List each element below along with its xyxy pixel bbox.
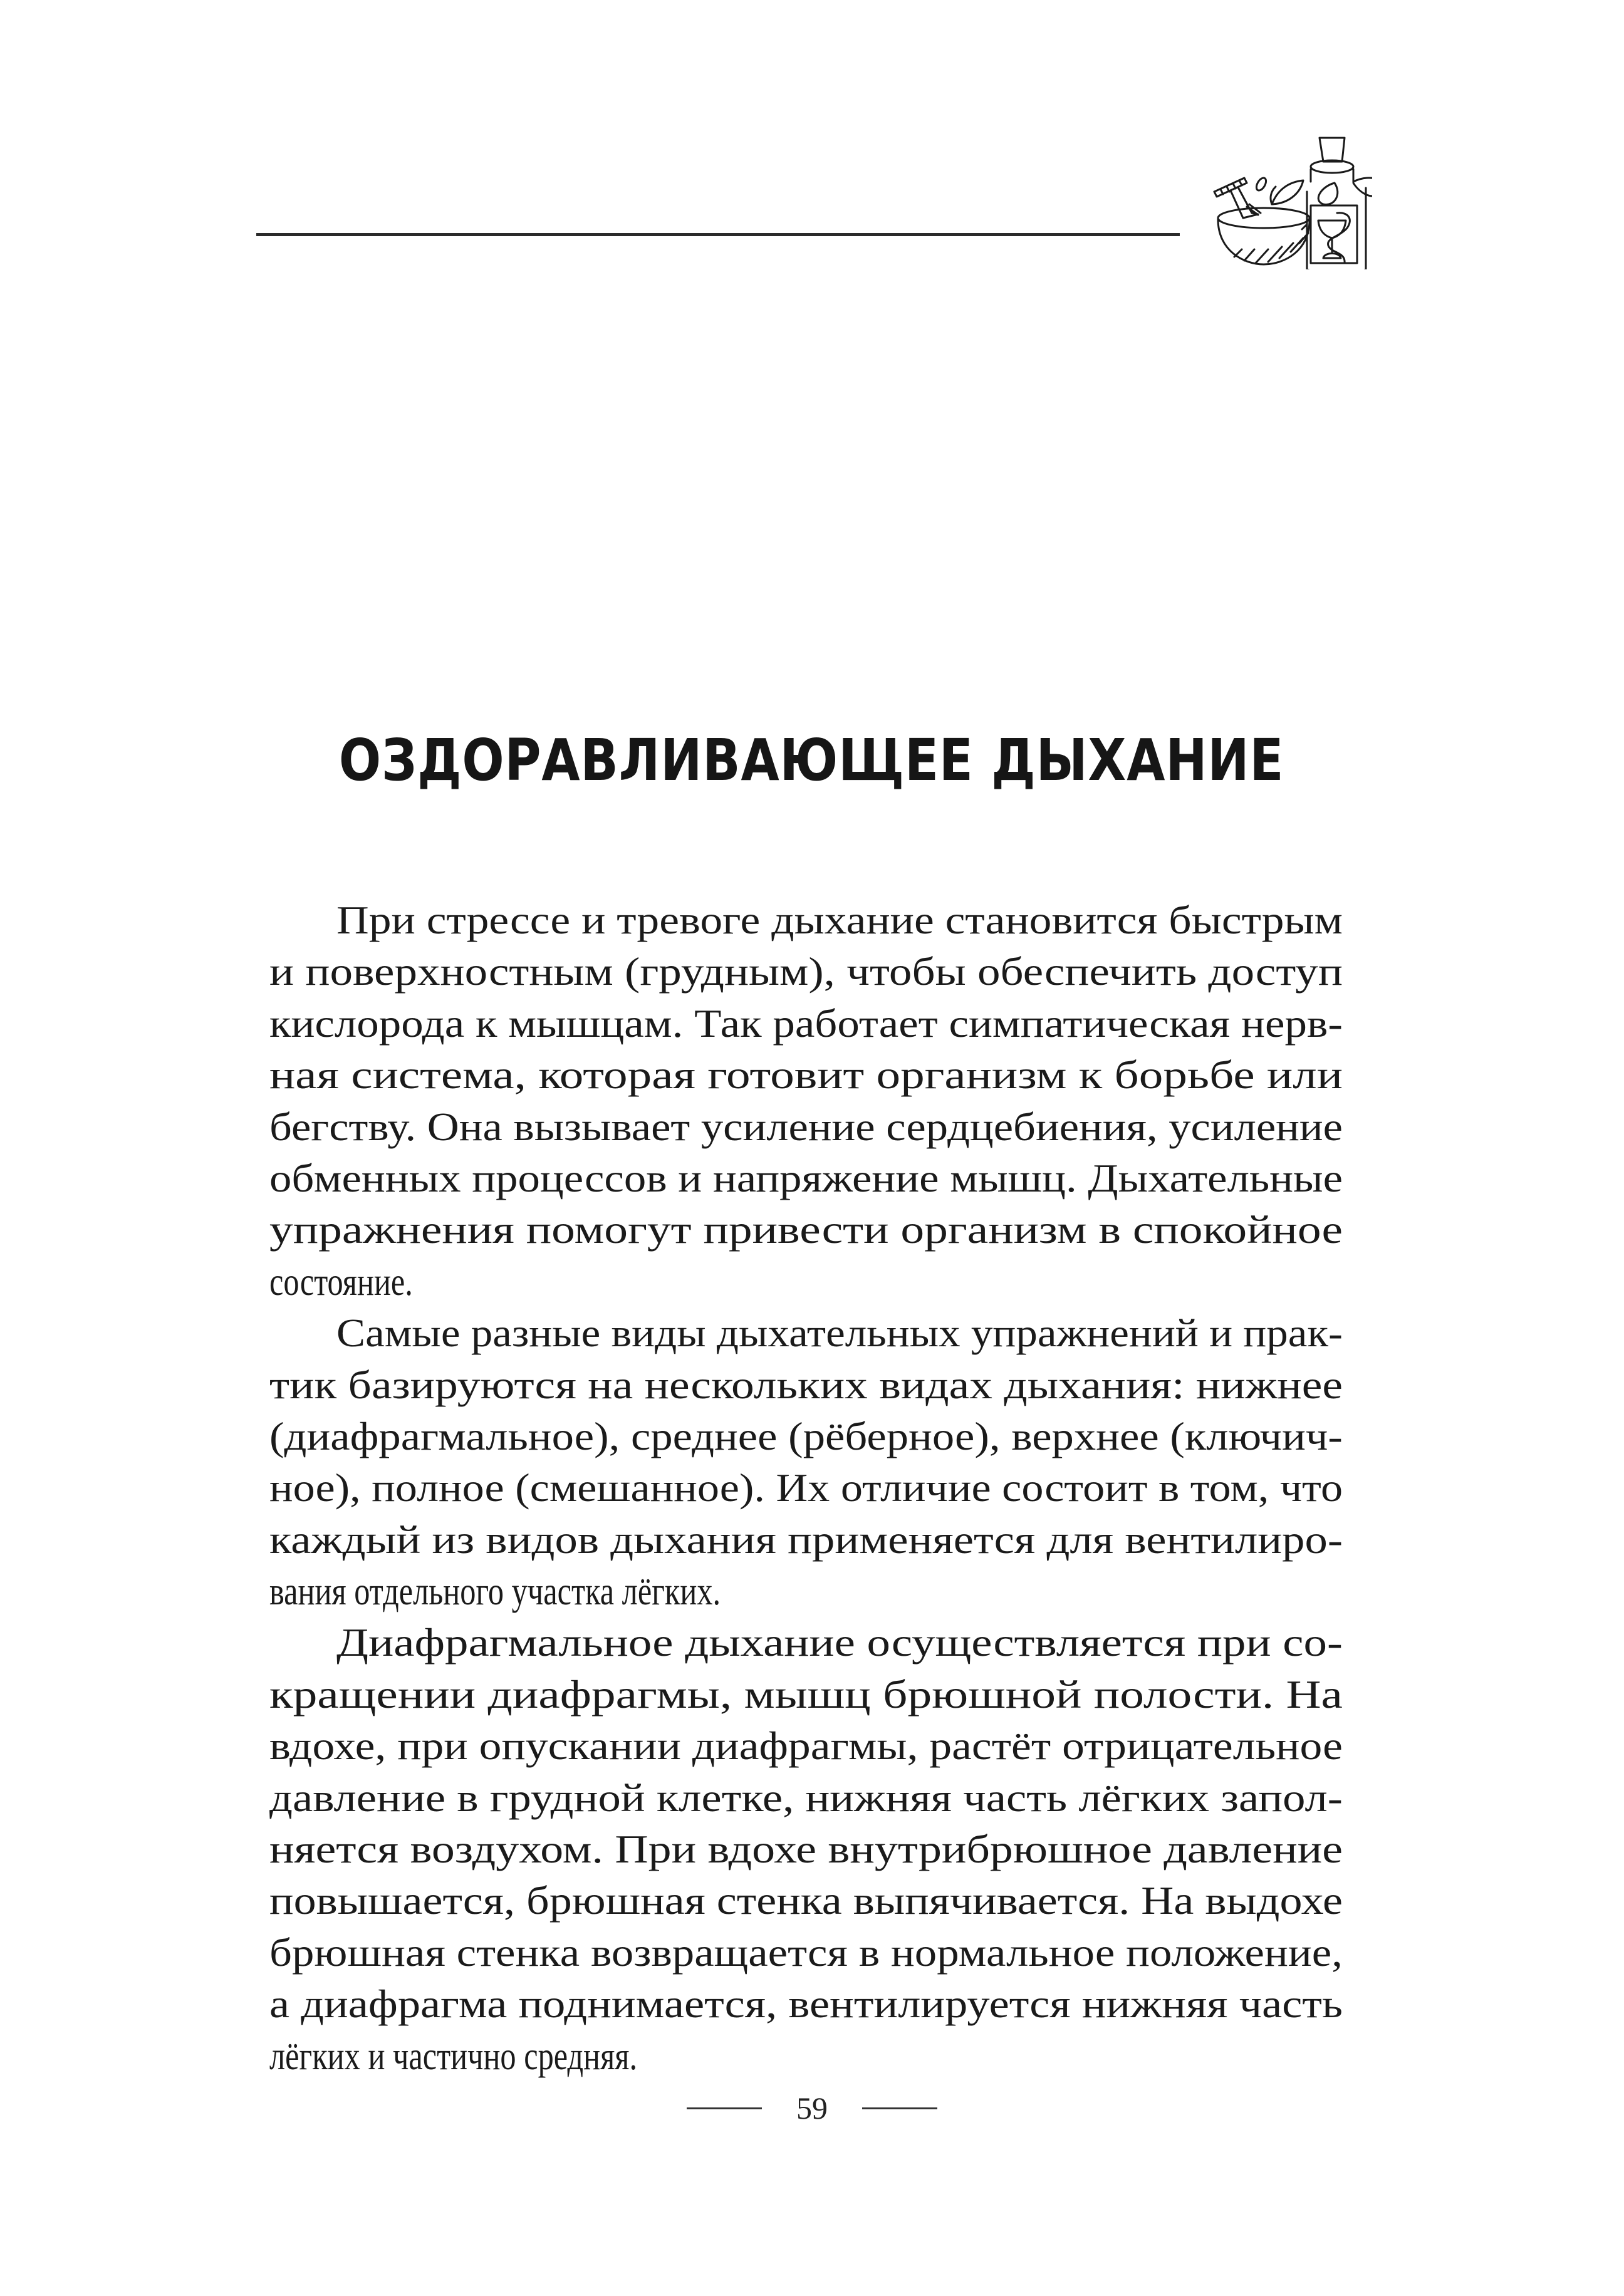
footer-dash-left [687,2107,762,2109]
text-line-content: Самые разные виды дыхательных упражнений и прак- [336,1311,1343,1356]
text-line-content: тик базируются на нескольких видах дыхания: нижнее [269,1363,1343,1407]
text-line [269,1411,1343,1462]
text-line-content: а диафрагма поднимается, вентилируется нижняя часть [269,1982,1343,2027]
text-line [269,1566,1343,1617]
text-line-content: состояние. [269,1259,413,1304]
chapter-title: ОЗДОРАВЛИВАЮЩЕЕ ДЫХАНИЕ [338,727,1284,794]
paragraph-1 [269,895,1343,1307]
text-line-content: лёгких и частично средняя. [269,2034,638,2078]
text-line-content: давление в грудной клетке, нижняя часть лёгких запол- [269,1775,1343,1820]
text-line-content: каждый из видов дыхания применяется для вентилиро- [269,1517,1343,1562]
text-line-content: вдохе, при опускании диафрагмы, растёт отрицательное [269,1724,1343,1769]
text-line [269,1049,1343,1101]
text-line-content: вания отдельного участка лёгких. [269,1569,721,1614]
text-line [269,1101,1343,1153]
text-line [269,1875,1343,1926]
text-line [269,1720,1343,1772]
header-rule [256,233,1180,236]
text-line [269,1617,1343,1668]
text-line [269,1669,1343,1720]
text-line [269,895,1343,946]
text-line-content: няется воздухом. При вдохе внутрибрюшное давление [269,1827,1343,1872]
text-line-content: бегству. Она вызывает усиление сердцебиения, усиление [269,1104,1343,1149]
text-line [269,1978,1343,2030]
text-line-content: обменных процессов и напряжение мышц. Дыхательные [269,1156,1343,1200]
text-line-content: При стрессе и тревоге дыхание становится быстрым [336,898,1343,942]
page-footer [0,2092,1624,2124]
text-line [269,946,1343,997]
text-line [269,1359,1343,1411]
text-line-content: ное), полное (смешанное). Их отличие состоит в том, что [269,1466,1343,1510]
paragraph-3 [269,1617,1343,2082]
text-line [269,1772,1343,1824]
paragraph-2 [269,1307,1343,1617]
text-line-content: (диафрагмальное), среднее (рёберное), верхнее (ключич- [269,1414,1343,1458]
text-line [269,1824,1343,1875]
pestle-icon [1214,178,1261,218]
text-line [269,1256,1343,1307]
text-line-content: кращении диафрагмы, мышц брюшной полости. На [269,1672,1343,1717]
pharmacy-bottle-icon [1307,138,1372,269]
text-line-content: брюшная стенка возвращается в нормальное положение, [269,1930,1343,1975]
text-line-content: и поверхностным (грудным), чтобы обеспечить доступ [269,950,1343,994]
text-line [269,1204,1343,1255]
mortar-pestle-and-pharmacy-bottle-icon [1184,113,1372,269]
text-line [269,1307,1343,1359]
footer-dash-right [862,2107,937,2109]
text-line-content: Диафрагмальное дыхание осуществляется при со- [336,1621,1343,1665]
text-line [269,1927,1343,1978]
mortar-bowl-icon [1218,208,1309,264]
text-line [269,1153,1343,1204]
text-line [269,2030,1343,2082]
text-line-content: кислорода к мышцам. Так работает симпатическая нерв- [269,1001,1343,1046]
text-line-content: упражнения помогут привести организм в спокойное [269,1208,1343,1252]
text-line [269,1462,1343,1514]
body-text [269,895,1343,2082]
text-line [269,998,1343,1049]
text-line-content: ная система, которая готовит организм к борьбе или [269,1053,1343,1098]
text-line [269,1514,1343,1566]
text-line-content: повышается, брюшная стенка выпячивается. На выдохе [269,1879,1343,1923]
page-number: 59 [796,2091,828,2126]
